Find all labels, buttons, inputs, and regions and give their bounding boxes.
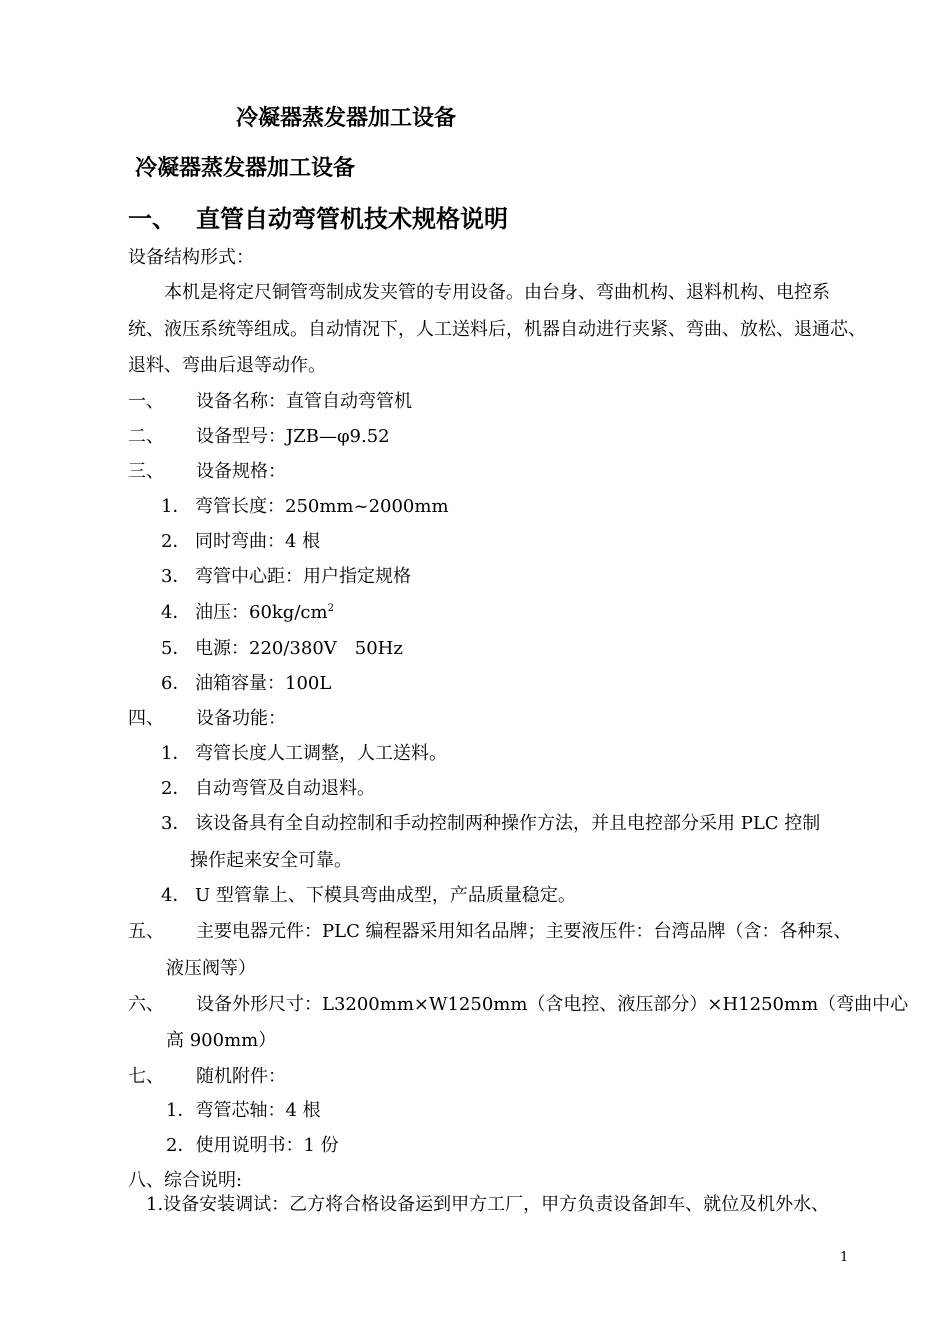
function-item	[161, 885, 576, 907]
accessory-item	[166, 1100, 321, 1122]
accessory-text: 弯管芯轴：4 根	[195, 1100, 321, 1121]
spec-text: 同时弯曲：4 根	[195, 531, 321, 552]
spec-text: 油压：60kg/cm	[195, 602, 328, 623]
item-5-number: 五、	[128, 921, 164, 942]
item-2	[128, 426, 390, 448]
section-heading-text: 直管自动弯管机技术规格说明	[196, 205, 508, 233]
accessory-number: 2．	[166, 1135, 196, 1156]
item-3	[128, 461, 286, 483]
function-text: U 型管靠上、下模具弯曲成型，产品质量稳定。	[195, 885, 576, 906]
spec-text: 油箱容量：100L	[195, 673, 332, 694]
item-1	[128, 391, 412, 413]
item-3-number: 三、	[128, 461, 164, 482]
item-2-text: 设备型号：JZB—φ9.52	[196, 426, 390, 447]
accessory-text: 使用说明书：1 份	[195, 1135, 339, 1156]
intro-line-1: 本机是将定尺铜管弯制成发夹管的专用设备。由台身、弯曲机构、退料机构、电控系	[164, 282, 830, 303]
item-6-continuation: 高 900mm）	[166, 1030, 277, 1051]
item-4-text: 设备功能：	[196, 708, 286, 729]
item-5	[128, 921, 852, 943]
spec-number: 6．	[161, 673, 191, 694]
item-6	[128, 994, 908, 1016]
spec-number: 4．	[161, 602, 191, 623]
item-1-number: 一、	[128, 391, 164, 412]
spec-item	[161, 531, 320, 553]
item-7	[128, 1066, 286, 1088]
item-6-text: 设备外形尺寸：L3200mm×W1250mm（含电控、液压部分）×H1250mm（弯曲中心	[196, 994, 909, 1015]
item-4	[128, 708, 286, 730]
page-number: 1	[840, 1250, 849, 1265]
item-8-line-1: 1.设备安装调试：乙方将合格设备运到甲方工厂，甲方负责设备卸车、就位及机外水、	[146, 1194, 830, 1215]
spec-number: 3．	[161, 566, 191, 587]
spec-item	[161, 673, 331, 695]
spec-item	[161, 638, 403, 660]
function-item	[161, 778, 375, 800]
function-text: 该设备具有全自动控制和手动控制两种操作方法，并且电控部分采用 PLC 控制	[195, 813, 821, 834]
item-7-text: 随机附件：	[196, 1066, 286, 1087]
function-number: 1．	[161, 743, 191, 764]
item-6-number: 六、	[128, 994, 164, 1015]
spec-number: 2．	[161, 531, 191, 552]
function-item	[161, 743, 447, 765]
function-item	[161, 813, 820, 835]
document-title: 冷凝器蒸发器加工设备	[236, 106, 457, 131]
accessory-number: 1．	[166, 1100, 196, 1121]
spec-text: 电源：220/380V 50Hz	[195, 638, 403, 659]
item-5-continuation: 液压阀等）	[166, 958, 256, 979]
function-number: 4．	[161, 885, 191, 906]
item-7-number: 七、	[128, 1066, 164, 1087]
spec-number: 5．	[161, 638, 191, 659]
section-heading	[128, 205, 508, 233]
function-number: 3．	[161, 813, 191, 834]
function-3-continuation: 操作起来安全可靠。	[190, 850, 352, 871]
function-text: 弯管长度人工调整，人工送料。	[195, 743, 447, 764]
function-text: 自动弯管及自动退料。	[195, 778, 375, 799]
spec-text: 弯管中心距：用户指定规格	[195, 566, 411, 587]
item-2-number: 二、	[128, 426, 164, 447]
spec-item	[161, 496, 449, 518]
document-subtitle: 冷凝器蒸发器加工设备	[135, 156, 356, 181]
intro-line-3: 退料、弯曲后退等动作。	[128, 355, 326, 376]
spec-number: 1．	[161, 496, 191, 517]
spec-superscript: 2	[327, 603, 334, 614]
section-heading-number: 一、	[128, 205, 176, 233]
accessory-item	[166, 1135, 339, 1157]
item-5-text: 主要电器元件：PLC 编程器采用知名品牌；主要液压件：台湾品牌（含：各种泵、	[196, 921, 852, 942]
item-8: 八、综合说明:	[128, 1170, 243, 1191]
item-1-text: 设备名称：直管自动弯管机	[196, 391, 412, 412]
spec-item	[161, 602, 334, 624]
structure-label: 设备结构形式：	[128, 247, 254, 268]
spec-item	[161, 566, 411, 588]
item-3-text: 设备规格：	[196, 461, 286, 482]
function-number: 2．	[161, 778, 191, 799]
spec-text: 弯管长度：250mm~2000mm	[195, 496, 449, 517]
intro-line-2: 统、液压系统等组成。自动情况下，人工送料后，机器自动进行夹紧、弯曲、放松、退通芯、	[128, 319, 866, 340]
item-4-number: 四、	[128, 708, 164, 729]
